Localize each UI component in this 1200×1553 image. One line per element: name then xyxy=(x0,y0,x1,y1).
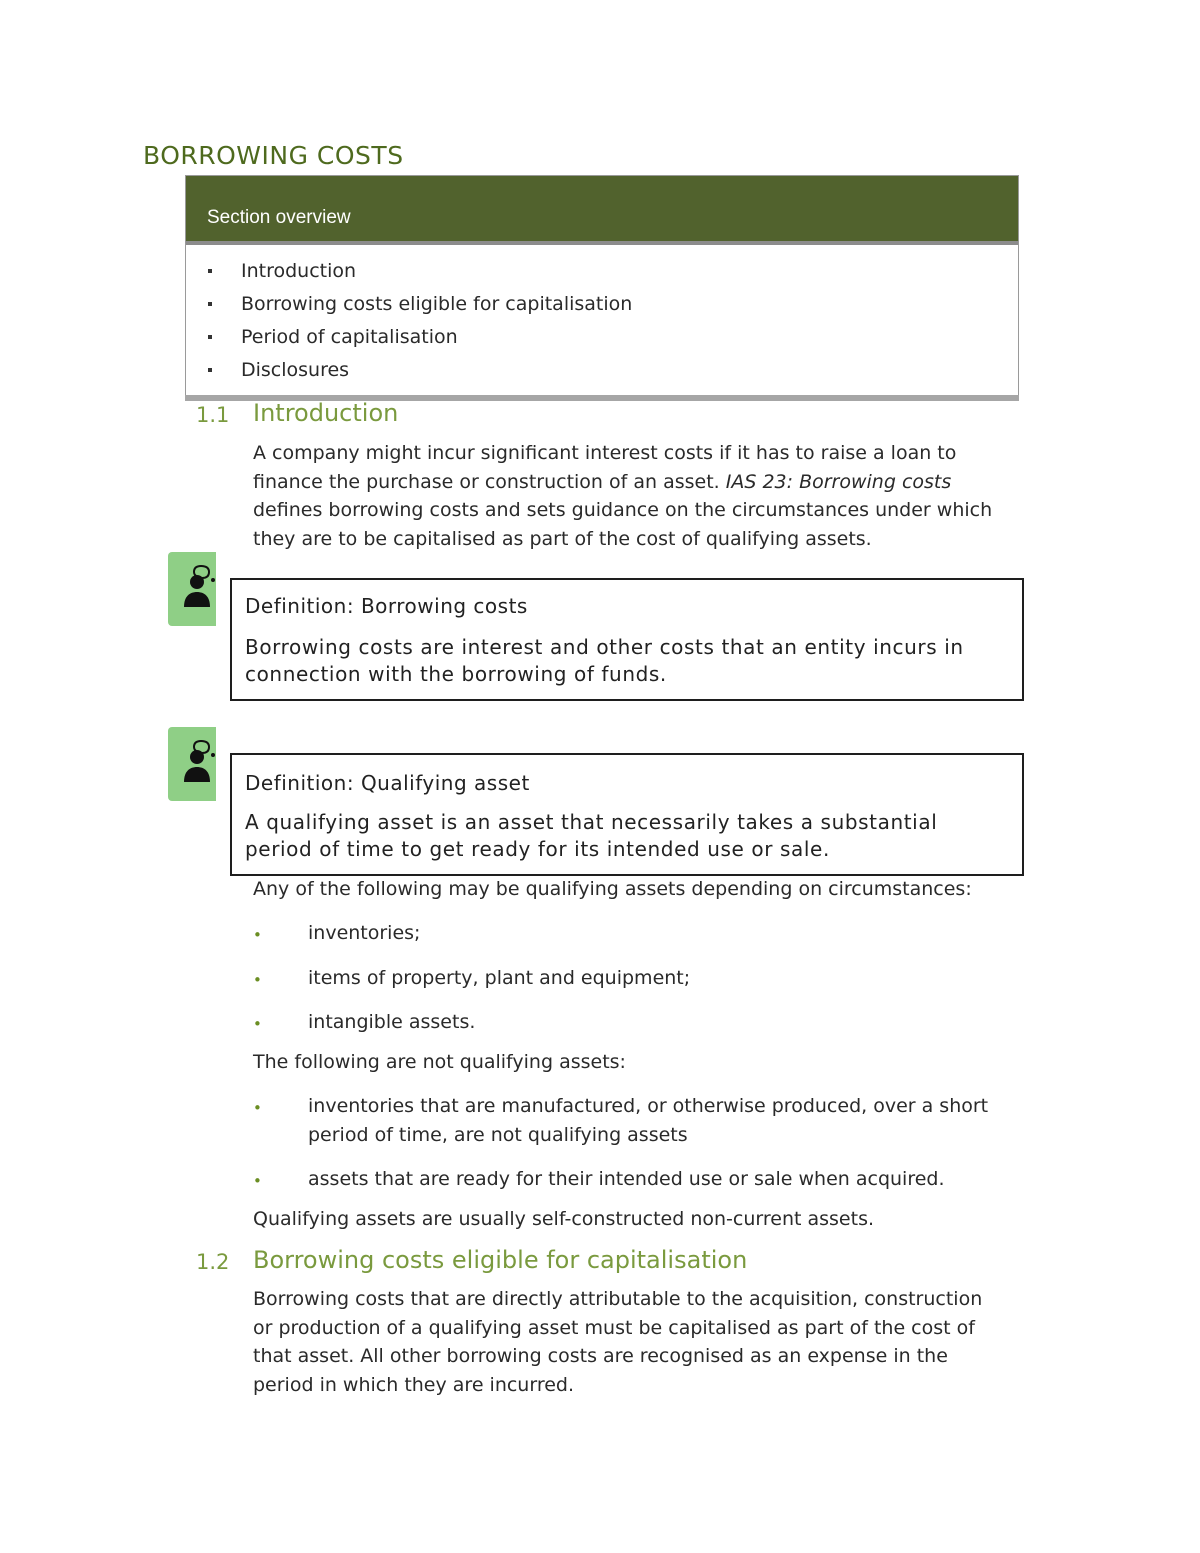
section-overview-header: Section overview xyxy=(186,176,1018,245)
not-qualifying-lead: The following are not qualifying assets: xyxy=(253,1051,626,1073)
bullet-dot-icon: • xyxy=(253,971,262,989)
overview-item: Introduction xyxy=(186,257,1018,290)
definition-title: Definition: Borrowing costs xyxy=(245,594,528,618)
person-speech-icon xyxy=(168,552,216,626)
section-heading: Borrowing costs eligible for capitalisation xyxy=(253,1246,748,1274)
definition-box-borrowing-costs xyxy=(230,578,1024,701)
section-heading: Introduction xyxy=(253,399,399,427)
list-item: inventories that are manufactured, or otherwise produced, over a short period of time, are not qualifying assets xyxy=(308,1095,989,1146)
section-overview-list xyxy=(186,245,1018,389)
bullet-dot-icon: • xyxy=(253,1099,262,1117)
definition-text: A qualifying asset is an asset that necessarily takes a substantial period of time to get ready for its intended use or sale. xyxy=(245,810,938,861)
bullet-dot-icon: • xyxy=(253,926,262,944)
intro-paragraph: A company might incur significant interest costs if it has to raise a loan to finance the purchase or construction of an asset. IAS 23: Borrowing costs defines borrowing costs and sets guidance on the circumstances under which they are to be capitalised as part of the cost of qualifying assets. xyxy=(253,442,993,550)
bullet-square-icon xyxy=(208,302,212,306)
bullet-dot-icon: • xyxy=(253,1015,262,1033)
definition-text: Borrowing costs are interest and other costs that an entity incurs in connection with the borrowing of funds. xyxy=(245,635,964,686)
list-item: intangible assets. xyxy=(308,1011,476,1033)
section-number: 1.2 xyxy=(196,1250,230,1274)
overview-item: Borrowing costs eligible for capitalisation xyxy=(186,290,1018,323)
bullet-square-icon xyxy=(208,368,212,372)
qualifying-summary: Qualifying assets are usually self-constructed non-current assets. xyxy=(253,1208,875,1230)
definition-icon-tab xyxy=(168,552,216,626)
section-overview-box xyxy=(185,175,1019,398)
eligible-paragraph: Borrowing costs that are directly attributable to the acquisition, construction or production of a qualifying asset must be capitalised as part of the cost of that asset. All other borrowing costs are recognised as an expense in the period in which they are incurred. xyxy=(253,1288,983,1396)
section-number: 1.1 xyxy=(196,403,230,427)
definition-title: Definition: Qualifying asset xyxy=(245,771,530,795)
bullet-dot-icon: • xyxy=(253,1172,262,1190)
overview-item: Period of capitalisation xyxy=(186,323,1018,356)
list-item: assets that are ready for their intended use or sale when acquired. xyxy=(308,1168,945,1190)
definition-icon-tab xyxy=(168,727,216,801)
list-item: items of property, plant and equipment; xyxy=(308,967,691,989)
qualifying-lead: Any of the following may be qualifying assets depending on circumstances: xyxy=(253,878,972,900)
bullet-square-icon xyxy=(208,335,212,339)
person-speech-icon xyxy=(168,727,216,801)
overview-item: Disclosures xyxy=(186,356,1018,389)
definition-box-qualifying-asset xyxy=(230,753,1024,876)
chapter-title: BORROWING COSTS xyxy=(143,141,404,170)
list-item: inventories; xyxy=(308,922,421,944)
bullet-square-icon xyxy=(208,269,212,273)
